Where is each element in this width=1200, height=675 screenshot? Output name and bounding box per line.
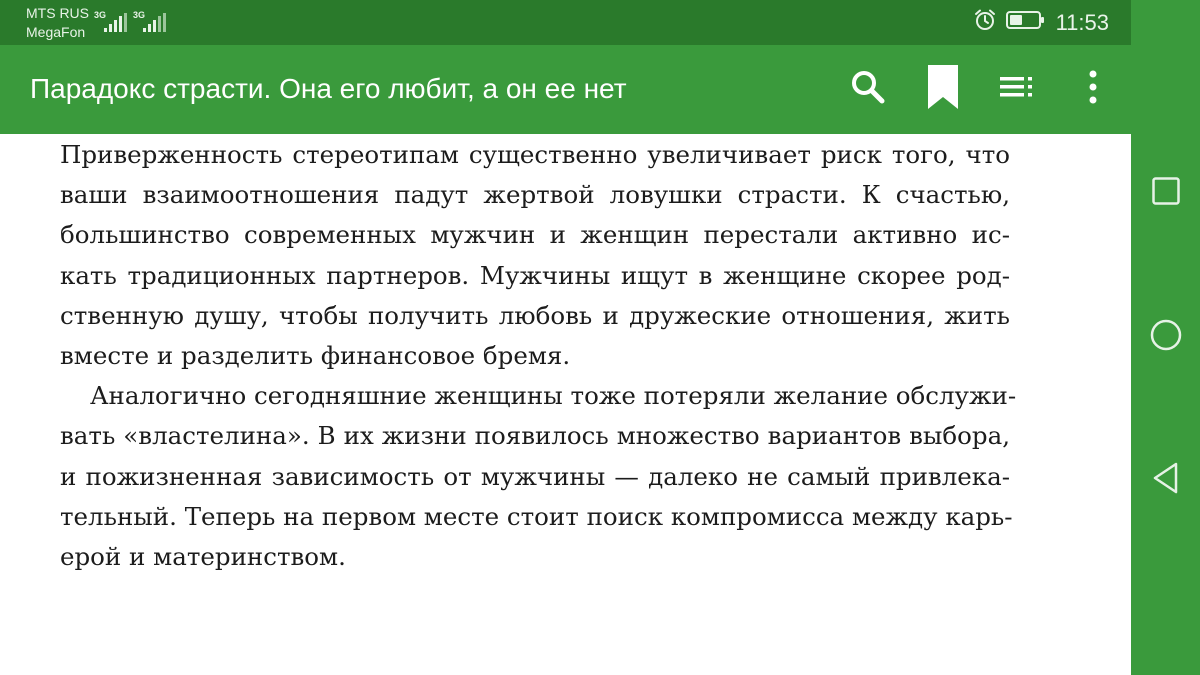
back-button[interactable] bbox=[1131, 445, 1200, 515]
clock: 11:53 bbox=[1055, 9, 1109, 35]
text-line: ваши взаимоотношения падут жертвой ловушки страсти. К счастью, bbox=[60, 180, 1010, 210]
text-line: и пожизненная зависимость от мужчины — далеко не самый привлека- bbox=[60, 461, 1010, 491]
recents-button[interactable] bbox=[1131, 158, 1200, 228]
recents-square-icon bbox=[1151, 176, 1181, 211]
bookmark-button[interactable] bbox=[913, 45, 973, 134]
text-line: кать традиционных партнеров. Мужчины ищут в женщине скорее род- bbox=[60, 260, 1010, 290]
text-line: ственную душу, чтобы получить любовь и дружеские отношения, жить bbox=[60, 300, 1010, 330]
back-triangle-icon bbox=[1151, 461, 1181, 500]
more-options-button[interactable] bbox=[1063, 45, 1123, 134]
table-of-contents-button[interactable] bbox=[988, 45, 1048, 134]
app-bar bbox=[0, 45, 1131, 134]
network-type-1: 3G bbox=[94, 10, 107, 20]
text-line: большинство современных мужчин и женщин перестали активно ис- bbox=[60, 220, 1010, 250]
bookmark-icon bbox=[926, 63, 960, 116]
text-line: тельный. Теперь на первом месте стоит поиск компромисса между карь- bbox=[60, 501, 1013, 531]
text-line: вать «властелина». В их жизни появилось множество вариантов выбора, bbox=[60, 421, 1010, 451]
search-button[interactable] bbox=[838, 45, 898, 134]
home-circle-icon bbox=[1149, 318, 1183, 357]
signal-2-icon bbox=[133, 10, 169, 34]
more-vert-icon bbox=[1087, 69, 1099, 110]
paragraph-1 bbox=[60, 135, 1010, 376]
table-of-contents-icon bbox=[1000, 75, 1036, 104]
home-button[interactable] bbox=[1131, 302, 1200, 372]
carrier-2: MegaFon bbox=[26, 24, 86, 40]
text-line: Приверженность стереотипам существенно увеличивает риск того, что bbox=[60, 140, 1010, 169]
text-line: ерой и материнством. bbox=[60, 541, 346, 571]
book-title: Парадокс страсти. Она его любит, а он ее нет bbox=[30, 73, 627, 104]
search-icon bbox=[850, 69, 886, 110]
paragraph-2 bbox=[60, 376, 1017, 577]
text-line: вместе и разделить финансовое бремя. bbox=[60, 340, 571, 370]
signal-1-icon bbox=[94, 10, 130, 34]
carrier-1: MTS RUS bbox=[26, 5, 89, 21]
alarm-icon bbox=[974, 9, 996, 36]
network-type-2: 3G bbox=[133, 10, 146, 20]
carrier-info bbox=[26, 4, 89, 42]
navigation-bar bbox=[1131, 0, 1200, 675]
status-bar bbox=[0, 0, 1131, 45]
text-line: Аналогично сегодняшние женщины тоже потеряли желание обслужи- bbox=[90, 381, 1017, 411]
status-right bbox=[974, 0, 1109, 45]
book-page-text bbox=[60, 134, 1017, 577]
battery-icon bbox=[1006, 10, 1046, 35]
